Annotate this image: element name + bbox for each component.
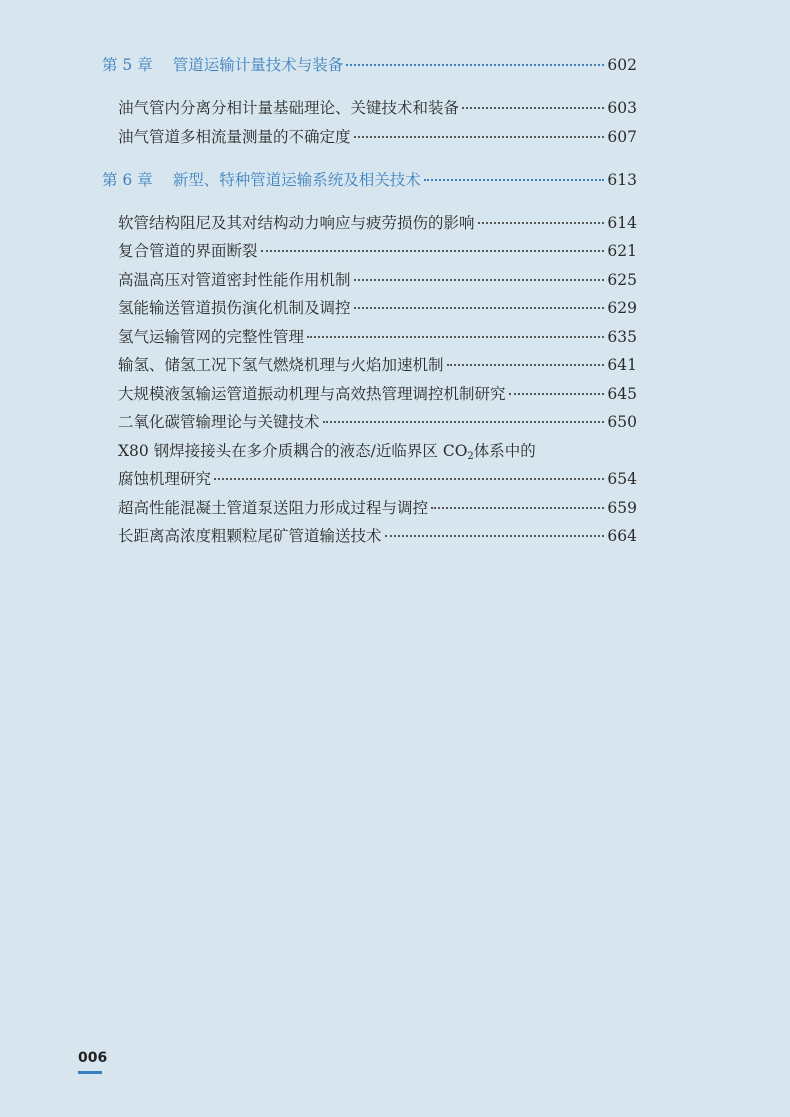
entry-title: 高温高压对管道密封性能作用机制 — [118, 271, 351, 289]
dot-leader — [346, 64, 604, 66]
entry-title: 腐蚀机理研究 — [118, 470, 212, 488]
folio-page-number: 006 — [78, 1050, 108, 1066]
toc-entry[interactable] — [118, 296, 637, 318]
dot-leader — [354, 279, 605, 281]
entry-title-line1: X80 钢焊接接头在多介质耦合的液态/近临界区 $CO_2$体系中的 — [118, 442, 536, 462]
entry-title: 油气管道多相流量测量的不确定度 — [118, 128, 351, 146]
toc-entry[interactable] — [118, 382, 637, 404]
toc-entry[interactable] — [118, 211, 637, 233]
page-number: 607 — [607, 128, 637, 146]
page-number: 603 — [607, 99, 637, 117]
dot-leader — [462, 107, 604, 109]
chapter-label: 第 6 章 — [102, 171, 153, 189]
entry-title: 长距离高浓度粗颗粒尾矿管道输送技术 — [118, 527, 382, 545]
entry-title: 氢气运输管网的完整性管理 — [118, 328, 305, 346]
toc-entry[interactable] — [118, 353, 637, 375]
toc-entry-first-line[interactable] — [118, 439, 536, 461]
entry-title: 软管结构阻尼及其对结构动力响应与疲劳损伤的影响 — [118, 214, 475, 232]
dot-leader — [214, 478, 604, 480]
toc-entry[interactable] — [118, 268, 637, 290]
chapter-title: 新型、特种管道运输系统及相关技术 — [172, 171, 421, 189]
dot-leader — [478, 222, 605, 224]
dot-leader — [431, 507, 604, 509]
dot-leader — [354, 136, 605, 138]
entry-title: 超高性能混凝土管道泵送阻力形成过程与调控 — [118, 499, 429, 517]
toc-entry[interactable] — [118, 496, 637, 518]
entry-title: 氢能输送管道损伤演化机制及调控 — [118, 299, 351, 317]
entry-title: 复合管道的界面断裂 — [118, 242, 258, 260]
chapter-label: 第 5 章 — [102, 56, 153, 74]
page-number: 641 — [607, 356, 637, 374]
toc-entry[interactable] — [118, 325, 637, 347]
page-number: 659 — [607, 499, 637, 517]
toc-entry[interactable] — [118, 239, 637, 261]
page-number: 664 — [607, 527, 637, 545]
page-number: 629 — [607, 299, 637, 317]
dot-leader — [385, 535, 605, 537]
page-number: 602 — [607, 56, 637, 74]
toc-entry[interactable] — [118, 467, 637, 489]
page-number: 625 — [607, 271, 637, 289]
page-number: 613 — [607, 171, 637, 189]
dot-leader — [307, 336, 604, 338]
toc-entry[interactable] — [118, 125, 637, 147]
toc-entry[interactable] — [118, 410, 637, 432]
entry-title: 油气管内分离分相计量基础理论、关键技术和装备 — [118, 99, 460, 117]
page-number: 650 — [607, 413, 637, 431]
dot-leader — [354, 307, 605, 309]
dot-leader — [509, 393, 605, 395]
entry-title: 输氢、储氢工况下氢气燃烧机理与火焰加速机制 — [118, 356, 444, 374]
chapter-6-heading[interactable] — [102, 168, 637, 190]
toc-entry[interactable] — [118, 524, 637, 546]
dot-leader — [323, 421, 605, 423]
dot-leader — [424, 179, 605, 181]
page-number: 621 — [607, 242, 637, 260]
dot-leader — [447, 364, 605, 366]
page-number: 635 — [607, 328, 637, 346]
folio-underline — [78, 1071, 102, 1074]
entry-title: 二氧化碳管输理论与关键技术 — [118, 413, 320, 431]
page-number: 654 — [607, 470, 637, 488]
chapter-5-heading[interactable] — [102, 53, 637, 75]
page-number: 614 — [607, 214, 637, 232]
entry-title: 大规模液氢输运管道振动机理与高效热管理调控机制研究 — [118, 385, 506, 403]
toc-entry[interactable] — [118, 96, 637, 118]
page-number: 645 — [607, 385, 637, 403]
chapter-title: 管道运输计量技术与装备 — [172, 56, 344, 74]
dot-leader — [261, 250, 605, 252]
